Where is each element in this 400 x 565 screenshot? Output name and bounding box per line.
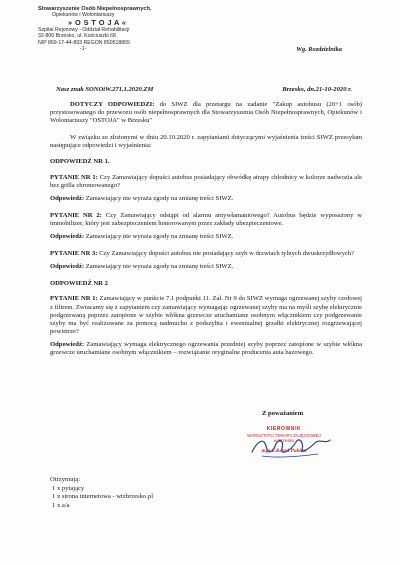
stamp-line: w Brzesku: [273, 438, 295, 444]
subject-paragraph: [50, 101, 362, 125]
answer: [50, 263, 362, 271]
recipient-item: 1 x strona internetowa - wtzbrzesko.pl: [52, 493, 154, 501]
question-text: Czy Zamawiający dopuści autobus posiadający obwódkę atrapy chłodnicy w kolorze nadwozia ale bez grilla chromowanego?: [50, 173, 362, 189]
stamp-title: KIEROWNIK: [266, 426, 302, 432]
question-block: [50, 212, 362, 241]
question-block: [50, 295, 362, 357]
answer-label: Odpowiedź:: [50, 340, 85, 348]
answer-heading: ODPOWIEDŹ NR 2: [50, 280, 108, 288]
stamp-line: » O S T O J A «: [68, 17, 127, 27]
stamp-line: Szpital Rejonowy - Oddział Rehabilitacji: [38, 27, 130, 33]
place-date: Brzesko, dn.21-10-2020 r.: [282, 86, 352, 93]
recipient-item: 1 x pytający: [52, 484, 85, 492]
signer-name: mgr Edward Pabian: [261, 447, 307, 454]
recipients-label: Otrzymują:: [50, 476, 81, 483]
question: [50, 250, 362, 258]
answer-label: Odpowiedź:: [50, 233, 85, 241]
answer-text: Zamawiający nie wyraża zgody na zmianę treści SIWZ.: [84, 194, 234, 202]
intro-paragraph: W związku ze złożonymi w dniu 20.10.2020 r. zapytaniami dotyczącymi wyjaśnienia treści SIWZ przesyłam następujące odpowiedzi i wyjaśnienia:: [50, 134, 362, 150]
question: [50, 212, 362, 228]
answer-label: Odpowiedź:: [50, 194, 85, 202]
letter-body: [50, 101, 362, 366]
stamp-line: 32-800 Brzesko, ul. Kościuszki 68: [38, 33, 116, 40]
question-label: PYTANIE NR 1:: [50, 173, 98, 181]
question-text: Zamawiający w punkcie 7.1 podpunkt 11. Zał. Nr 9 do SIWZ wymaga ogrzewanej szyby czołowej z filtrem. Zwracamy się z zapytaniem czy zamawiający wymagając ogrzewanej szyby ma na myśli szybę elektrycznie podgrzewaną poprzez zatopione w szybie włókna grzewcze uruchamiane osobnym włącznikiem czy podgrzewanie szyby ma być realizowane za pomocą nadmuchu z podszybia i ewentualnej grzałki elektrycznej rozgrzewającej powietrze?: [50, 295, 363, 335]
organization-stamp: [38, 6, 170, 52]
stamp-line: NIP 869-17-44-893 REGON 850518865: [38, 39, 130, 46]
reference-number: Nasz znak SONOiW.271.1.2020.ZM: [56, 86, 154, 93]
question-label: PYTANIE NR 2:: [50, 211, 102, 219]
question: [50, 295, 362, 335]
recipient-item: 1 x a/a: [52, 501, 70, 509]
recipients-list: [50, 476, 153, 510]
question-text: Czy Zamawiający dopuści autobus nie posiadający szyb w drzwiach tylnych dwuskrzydłowych?: [97, 250, 355, 258]
subject-text: do SIWZ dla przetargu na zadanie "Zakup autobusu (20+1 osób) przystosowanego do przewozu osób niepełnosprawnych dla Stowarzyszenia Osób Niepełnosprawnych, Opiekunów i Wolontariuszy "OSTOJA" w Brzesku": [50, 101, 363, 125]
question-block: [50, 250, 362, 271]
stamp-line: Opiekunów i Wolontariuszy: [52, 12, 115, 19]
answer-label: Odpowiedź:: [50, 263, 85, 271]
question-label: PYTANIE NR 3:: [50, 250, 98, 258]
answer-text: Zamawiający nie wyraża zgody na zmianę treści SIWZ.: [84, 263, 234, 271]
question-text: Czy Zamawiający odstąpi od alarmu antywłamaniowego? Autobus będzie wyposażony w immobilizer, który jest zabezpieczeniem honorowanym przez zakłady ubezpieczeniowe.: [50, 211, 363, 227]
question-block: [50, 174, 362, 203]
answer-text: Zamawiający wymaga elektrycznego ogrzewania przedniej szyby poprzez zatopione w szybie włókna grzewcze uruchamiane osobnym włącznikiem – rozwiązanie oryginalne producenta auta bazowego.: [50, 340, 362, 356]
distribution-label: Wg. Rozdzielnika: [296, 46, 342, 53]
reference-line: [56, 86, 352, 93]
answer-text: Zamawiający nie wyraża zgody na zmianę treści SIWZ.: [84, 233, 234, 241]
closing-phrase: Z poważaniem: [262, 410, 304, 417]
answer-heading: ODPOWIEDŹ NR 1.: [50, 158, 110, 166]
question: [50, 174, 362, 190]
subject-label: DOTYCZY ODPOWIEDZI:: [70, 101, 155, 108]
answer: [50, 341, 362, 357]
answer: [50, 195, 362, 203]
stamp-line: -1-: [80, 45, 87, 52]
answer: [50, 233, 362, 241]
stamp-line: Stowarzyszenie Osób Niepełnosprawnych,: [38, 6, 152, 12]
handwritten-signature: [244, 430, 336, 464]
stamp-line: WARSZTATU TERAPII ZAJĘCIOWEJ: [247, 432, 321, 438]
question-label: PYTANIE NR 1:: [50, 295, 98, 303]
